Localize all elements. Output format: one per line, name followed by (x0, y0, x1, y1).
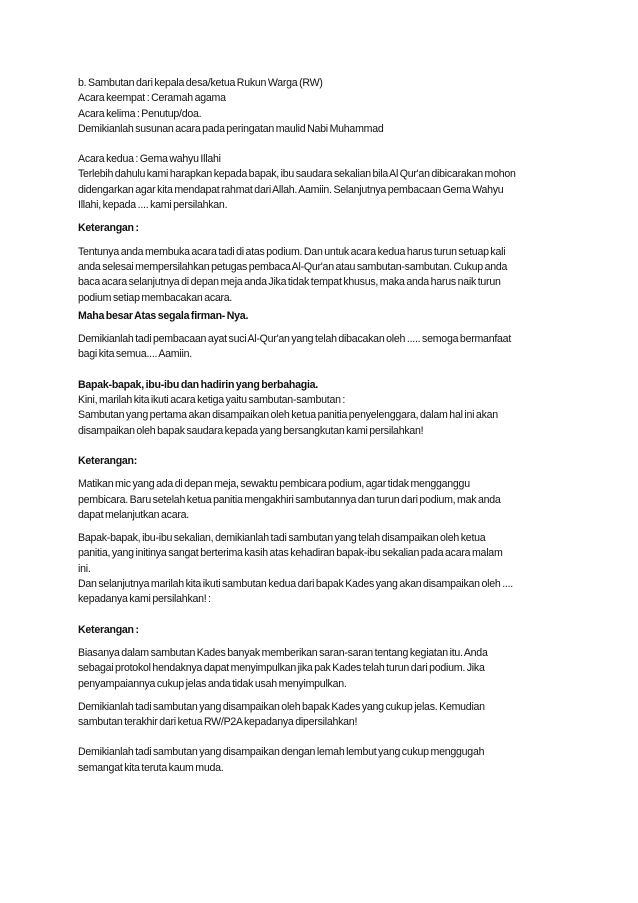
text-line: sambutan terakhir dari ketua RW/P2A kepadanya dipersilahkan! (78, 716, 358, 729)
text-line: semangat kita teruta kaum muda. (78, 761, 224, 774)
text-line: Kini, marilah kita ikuti acara ketiga yaitu sambutan-sambutan : (78, 394, 346, 407)
text-line: kepadanya kami persilahkan! : (78, 593, 211, 606)
heading-bapak-ibu: Bapak-bapak, ibu-ibu dan hadirin yang berbahagia. (78, 378, 318, 391)
text-line: podium setiap membacakan acara. (78, 291, 233, 304)
text-line: Acara kelima : Penutup/doa. (78, 107, 202, 120)
text-line: panitia, yang initinya sangat berterima kasih atas kehadiran bapak-ibu sekalian pada acara malam (78, 547, 503, 560)
paragraph-maha-besar (78, 332, 574, 363)
text-line: pembicara. Baru setelah ketua panitia mengakhiri sambutannya dan turun dari podium, mak anda (78, 493, 501, 506)
text-line: Matikan mic yang ada di depan meja, sewaktu pembicara podium, agar tidak mengganggu (78, 478, 470, 491)
text-line: b. Sambutan dari kepala desa/ketua Rukun Warga (RW) (78, 77, 323, 89)
paragraph-gema-wahyu (78, 152, 574, 213)
text-line: Demikianlah tadi sambutan yang disampaikan dengan lemah lembut yang cukup menggugah (78, 746, 485, 759)
text-line: Sambutan yang pertama akan disampaikan oleh ketua panitia penyelenggara, dalam hal ini akan (78, 409, 498, 422)
paragraph-final-closing (78, 745, 574, 776)
text-line: Tentunya anda membuka acara tadi di atas podium. Dan untuk acara kedua harus turun setuap kali (78, 245, 506, 258)
text-line: Biasanya dalam sambutan Kades banyak memberikan saran-saran tentang kegiatan itu. Anda (78, 646, 488, 659)
paragraph-kades-closing (78, 700, 574, 731)
text-line: Bapak-bapak, ibu-ibu sekalian, demikianlah tadi sambutan yang telah disampaikan oleh ketua (78, 532, 486, 545)
text-line: Demikianlah tadi pembacaan ayat suci Al-Qur'an yang telah dibacakan oleh ..... semoga bermanfaat (78, 333, 512, 346)
text-line: ini. (78, 562, 91, 575)
paragraph-keterangan-2 (78, 477, 574, 523)
paragraph-keterangan-1 (78, 245, 574, 306)
text-line: Dan selanjutnya marilah kita ikuti sambutan kedua dari bapak Kades yang akan disampaikan oleh .... (78, 578, 513, 591)
text-line: Illahi, kepada .... kami persilahkan. (78, 199, 228, 212)
text-line: Terlebih dahulu kami harapkan kepada bapak, ibu saudara sekalian bila Al Qur'an dibicarakan mohon (78, 168, 516, 181)
text-line: baca acara selanjutnya di depan meja anda Jika tidak tempat khusus, maka anda harus naik turun (78, 276, 501, 289)
text-line: Demikianlah susunan acara pada peringatan maulid Nabi Muhammad (78, 122, 384, 135)
heading-keterangan-2: Keterangan: (78, 454, 138, 467)
text-line: disampaikan oleh bapak saudara kepada yang bersangkutan kami persilahkan! (78, 424, 424, 437)
text-line: Acara keempat : Ceramah agama (78, 92, 226, 105)
text-line: bagi kita semua.... Aamiin. (78, 348, 192, 361)
text-line: sebagai protokol hendaknya dapat menyimpulkan jika pak Kades telah turun dari podium. Jika (78, 662, 485, 675)
heading-keterangan-1: Keterangan : (78, 222, 139, 235)
text-line: didengarkan agar kita mendapat rahmat dari Allah. Aamiin. Selanjutnya pembacaan Gema Wahyu (78, 183, 504, 196)
text-line: anda selesai mempersilahkan petugas pembaca Al-Qur'an atau sambutan-sambutan. Cukup anda (78, 260, 508, 273)
paragraph-keterangan-3 (78, 646, 574, 692)
text-line: penyampaiannya cukup jelas anda tidak usah menyimpulkan. (78, 677, 347, 690)
paragraph-bapak-ibu (78, 393, 574, 439)
paragraph-event-order (78, 76, 574, 137)
heading-maha-besar: Maha besar Atas segala firman- Nya. (78, 309, 249, 322)
text-line: Demikianlah tadi sambutan yang disampaikan oleh bapak Kades yang cukup jelas. Kemudian (78, 700, 485, 713)
text-line: dapat melanjutkan acara. (78, 508, 189, 521)
paragraph-closing-panitia (78, 531, 574, 607)
heading-keterangan-3: Keterangan : (78, 623, 139, 636)
text-line: Acara kedua : Gema wahyu Illahi (78, 153, 221, 166)
